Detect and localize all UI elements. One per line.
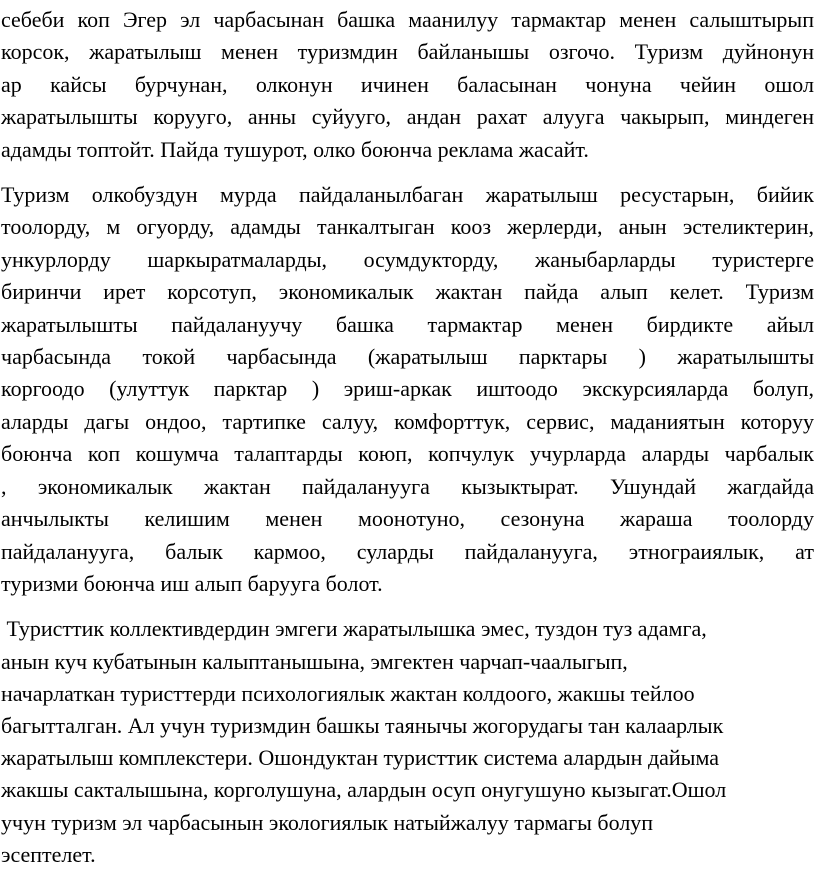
text-line: адамды топтойт. Пайда тушурот, олко боюнча реклама жасайт. — [1, 136, 589, 162]
text-line: жаратылышты коруугo, анны суйууго, андан рахат алууга чакырып, миндеген — [1, 104, 814, 130]
text-line: ар кайсы бурчунан, олконун ичинен баласынан чонуна чейин ошол — [1, 71, 814, 97]
text-line: тоолорду, м огуорду, адамды танкалтыган кооз жерлерди, анын эстеликтерин, — [1, 214, 814, 240]
text-line: учун туризм эл чарбасынын экологиялык натыйжалуу тармагы болуп — [1, 809, 654, 835]
paragraph-spacer — [1, 166, 816, 179]
text-line: анын куч кубатынын калыптанышына, эмгектен чарчап-чаалыгып, — [1, 648, 628, 674]
text-line: багытталган. Ал учун туризмдин башкы таянычы жогорудагы тан калаарлык — [1, 712, 724, 738]
text-line: аларды дагы ондоо, тартипке салуу, комфорттук, сервис, маданиятын которуу — [1, 408, 814, 434]
text-line: анчылыкты келишим менен моонотуно, сезонуна жараша тоолорду — [1, 506, 814, 532]
paragraph-1 — [1, 4, 814, 166]
text-line: жакшы сакталышына, корголушуна, алардын осуп онугушуно кызыгат.Ошол — [1, 777, 727, 803]
paragraph-3 — [1, 613, 814, 871]
text-line: корсок, жаратылыш менен туризмдин байланышы озгочо. Туризм дуйнонун — [1, 39, 814, 65]
text-line: жаратылышты пайдалануучу башка тармактар менен бирдикте айыл — [1, 311, 814, 337]
text-line: Туристтик коллективдердин эмгеги жаратылышка эмес, туздон туз адамга, — [1, 616, 707, 642]
text-line: чарбасында токой чарбасында (жаратылыш парктары ) жаратылышты — [1, 344, 814, 370]
text-line: жаратылыш комплекстери. Ошондуктан туристтик система алардын дайыма — [1, 745, 719, 771]
text-line: эсептелет. — [1, 841, 96, 867]
paragraph-spacer — [1, 600, 816, 613]
text-line: , экономикалык жактан пайдаланууга кызыктырат. Ушундай жагдайда — [1, 473, 814, 499]
text-line: себеби коп Эгер эл чарбасынан башка маанилуу тармактар менен салыштырып — [1, 7, 814, 32]
text-line: пайдаланууга, балык кармоо, суларды пайдаланууга, этнограиялык, ат — [1, 538, 814, 564]
text-line: начарлаткан туристтерди психологиялык жактан колдоого, жакшы тейлоо — [1, 680, 695, 706]
text-line: туризми боюнча иш алып барууга болот. — [1, 570, 383, 596]
text-line: боюнча коп кошумча талаптарды коюп, копчулук учурларда аларды чарбалык — [1, 441, 814, 467]
paragraph-2 — [1, 179, 814, 600]
text-line: Туризм олкобуздун мурда пайдаланылбаган жаратылыш ресустарын, бийик — [1, 182, 814, 208]
text-line: коргоодо (улуттук парктар ) эриш-аркак иштоодо экскурсияларда болуп, — [1, 376, 814, 402]
text-line: ункурлорду шаркыратмаларды, осумдукторду, жаныбарларды туристерге — [1, 246, 814, 272]
text-line: биринчи ирет корсотуп, экономикалык жактан пайда алып келет. Туризм — [1, 279, 814, 305]
